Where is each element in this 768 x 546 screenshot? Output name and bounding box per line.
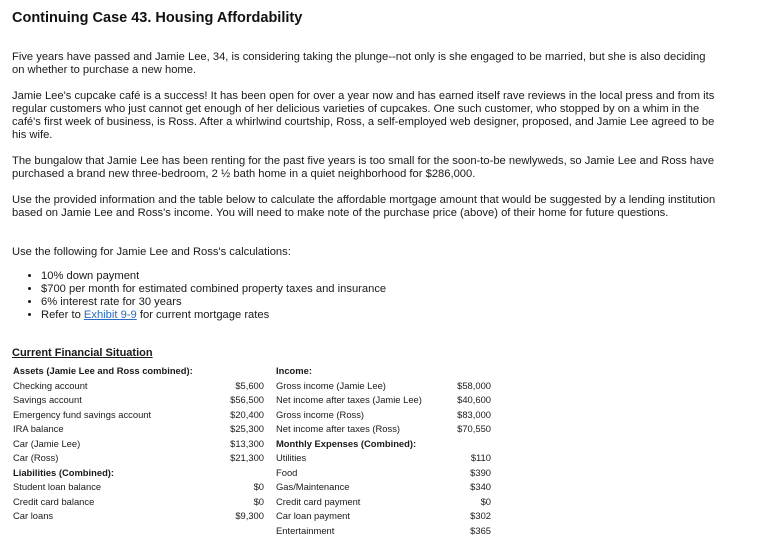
cafe-paragraph: Jamie Lee's cupcake café is a success! It has been open for over a year now and has earned itself rave reviews in the local press and from its regular customers who just cannot get enough of her delicious varieties of cupcakes. One such customer, who stopped by on a whim in the café's first week of business, is Ross. After a whirlwind courtship, Ross, a self-employed web designer, proposed, and Jamie Lee agreed to be his wife. xyxy=(12,90,715,141)
table-row-label: Savings account xyxy=(13,394,82,405)
table-row-label: Assets (Jamie Lee and Ross combined): xyxy=(13,365,193,376)
table-row-value: $340 xyxy=(470,481,491,492)
instructions-paragraph: Use the provided information and the table below to calculate the affordable mortgage amount that would be suggested by a lending institution based on Jamie Lee and Ross's income. You will need to make note of the purchase price (above) of their home for future questions. xyxy=(12,194,716,219)
table-row-label: Student loan balance xyxy=(13,481,102,492)
table-row-label: Entertainment xyxy=(276,524,335,536)
table-row-value xyxy=(440,364,491,379)
table-row-label: Emergency fund savings account xyxy=(13,408,152,420)
table-row-value xyxy=(213,466,264,481)
assets-liabilities-labels xyxy=(13,364,213,524)
list-item: • Refer to Exhibit 9-9 for current mortgage rates xyxy=(41,309,386,322)
table-row-label: Utilities xyxy=(276,452,307,463)
table-row-label: Car (Ross) xyxy=(13,452,59,463)
table-row-label: Liabilities (Combined): xyxy=(13,466,115,478)
table-row-value: $25,300 xyxy=(230,423,264,434)
table-row-value: $5,600 xyxy=(235,379,264,391)
table-row-label: Income: xyxy=(276,365,312,376)
list-item: • 10% down payment xyxy=(41,270,386,283)
table-row-label: Food xyxy=(276,466,298,478)
table-row-label: Gross income (Ross) xyxy=(276,408,365,420)
table-row-value: $58,000 xyxy=(457,379,491,391)
table-row-value: $302 xyxy=(470,510,491,521)
income-expenses-values xyxy=(440,364,491,538)
table-row-value: $110 xyxy=(470,452,491,463)
table-row-label: Gross income (Jamie Lee) xyxy=(276,379,386,391)
table-row-label: IRA balance xyxy=(13,423,64,434)
table-row-label: Monthly Expenses (Combined): xyxy=(276,437,417,449)
income-expenses-labels xyxy=(276,364,446,538)
table-row-label: Credit card balance xyxy=(13,495,95,507)
list-item: • $700 per month for estimated combined property taxes and insurance xyxy=(41,283,386,296)
table-row-value: $390 xyxy=(470,466,491,478)
table-row-value xyxy=(440,437,491,452)
list-item: • 6% interest rate for 30 years xyxy=(41,296,386,309)
table-row-label: Net income after taxes (Jamie Lee) xyxy=(276,394,422,405)
table-row-value: $9,300 xyxy=(235,510,264,521)
table-row-value: $83,000 xyxy=(457,408,491,420)
intro-paragraph: Five years have passed and Jamie Lee, 34, is considering taking the plunge--not only is she engaged to be married, but she is also deciding on whether to purchase a new home. xyxy=(12,51,706,76)
table-row-value xyxy=(213,364,264,379)
table-row-label: Car loan payment xyxy=(276,510,350,521)
table-row-value: $56,500 xyxy=(230,394,264,405)
table-row-value: $365 xyxy=(470,524,491,536)
table-row-value: $20,400 xyxy=(230,408,264,420)
calculations-intro: Use the following for Jamie Lee and Ross's calculations: xyxy=(12,246,291,258)
assumptions-list xyxy=(12,270,386,322)
table-row-label: Credit card payment xyxy=(276,495,361,507)
table-row-value: $0 xyxy=(253,481,264,492)
exhibit-link[interactable]: Exhibit 9-9 xyxy=(83,309,137,321)
table-row-label: Net income after taxes (Ross) xyxy=(276,423,400,434)
table-row-label: Car loans xyxy=(13,510,54,521)
table-row-label: Car (Jamie Lee) xyxy=(13,437,81,449)
table-row-value: $13,300 xyxy=(230,437,264,449)
table-row-value: $0 xyxy=(253,495,264,507)
section-title: Current Financial Situation xyxy=(12,347,153,359)
table-row-label: Gas/Maintenance xyxy=(276,481,350,492)
table-row-value: $40,600 xyxy=(457,394,491,405)
table-row-value: $0 xyxy=(480,495,491,507)
table-row-label: Checking account xyxy=(13,379,88,391)
table-row-value: $21,300 xyxy=(230,452,264,463)
bungalow-paragraph: The bungalow that Jamie Lee has been renting for the past five years is too small for the soon-to-be newlyweds, so Jamie Lee and Ross have purchased a brand new three-bedroom, 2 ½ bath home in a quiet neighborhood for $286,000. xyxy=(12,155,715,180)
assets-liabilities-values xyxy=(213,364,264,524)
table-row-value: $70,550 xyxy=(457,423,491,434)
page-title: Continuing Case 43. Housing Affordability xyxy=(12,10,303,26)
